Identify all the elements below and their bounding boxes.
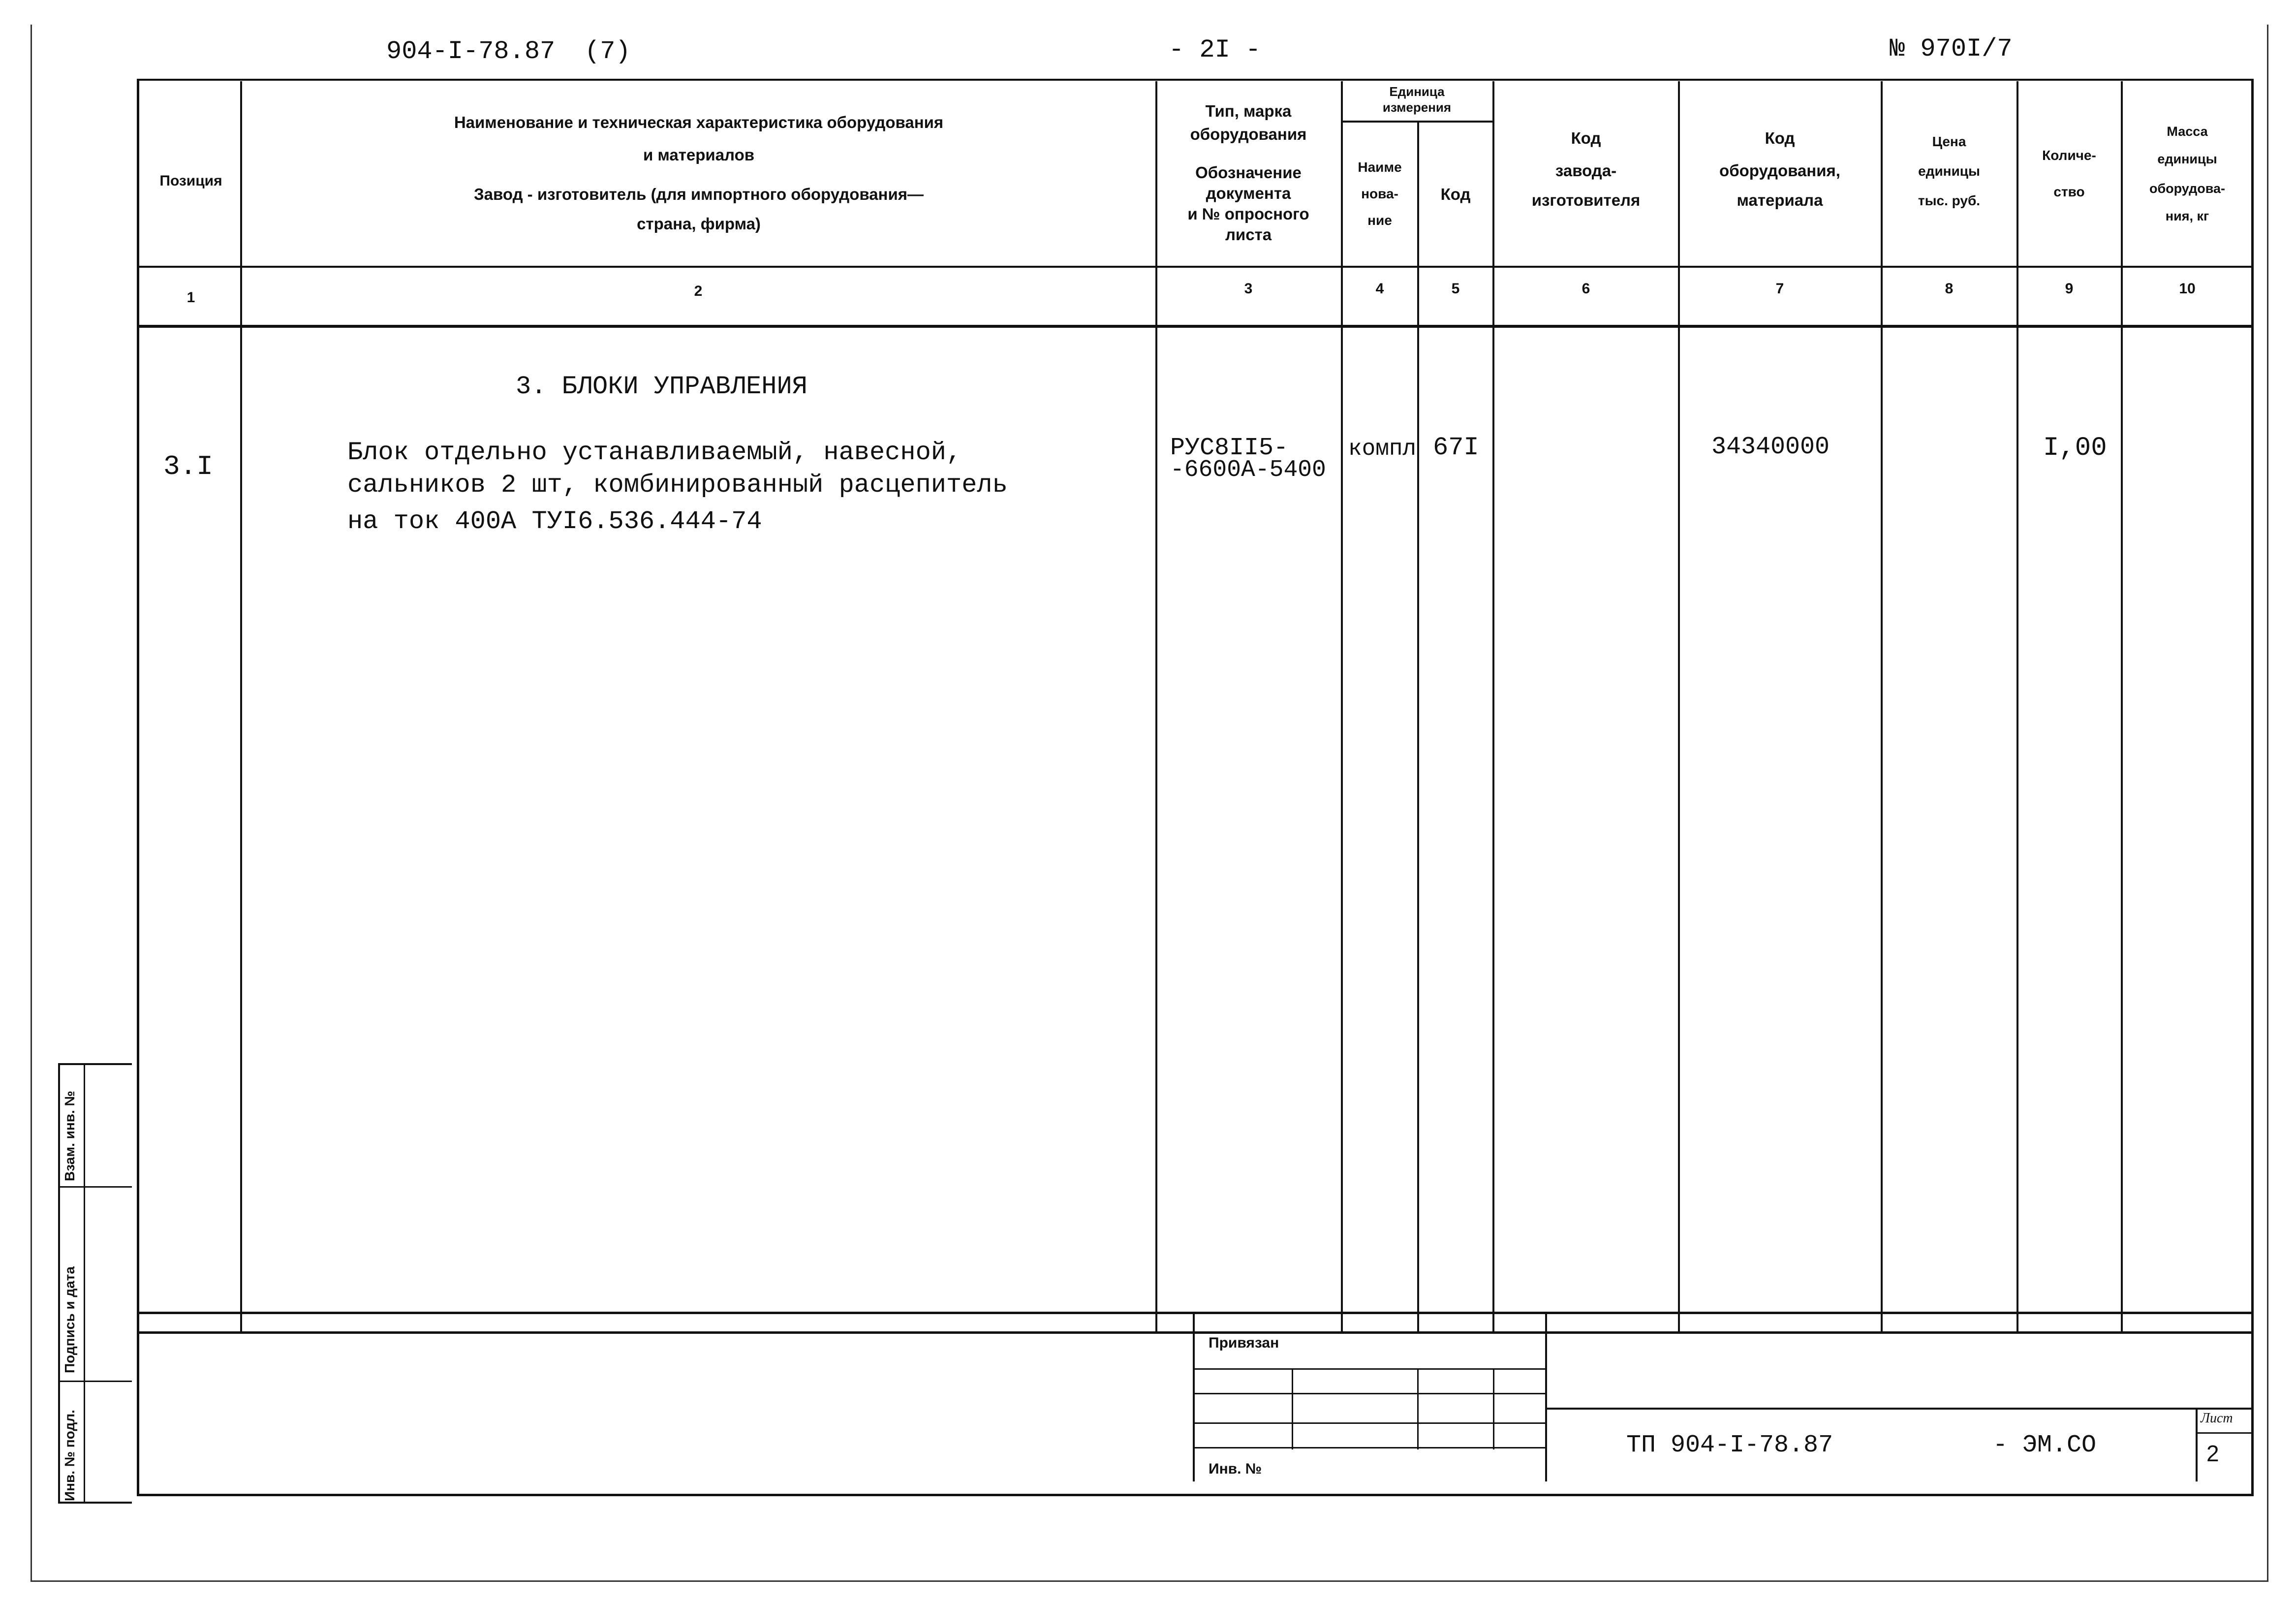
hdr-equip-line3: материала bbox=[1737, 191, 1823, 209]
row-type-line2: -6600А-5400 bbox=[1170, 457, 1326, 483]
row-unit-code: 67I bbox=[1433, 433, 1479, 462]
page-marker: - 2I - bbox=[1169, 35, 1261, 64]
row-desc-line2: сальников 2 шт, комбинированный расцепитель bbox=[347, 471, 1008, 500]
hdr-unitname-line2: нова- bbox=[1361, 186, 1398, 201]
header-bottom-line bbox=[139, 266, 2251, 268]
hdr-type-line5: и № опросного bbox=[1187, 205, 1309, 223]
stamp-sheet-line bbox=[2196, 1432, 2254, 1434]
col-divider-2 bbox=[1155, 81, 1157, 1331]
hdr-mass-line3: оборудова- bbox=[2149, 181, 2226, 196]
stamp-grid-vline-1 bbox=[1292, 1368, 1293, 1449]
hdr-name-line1: Наименование и техническая характеристика оборудования bbox=[454, 113, 944, 131]
col-divider-5 bbox=[1492, 81, 1494, 1331]
colnum-7: 7 bbox=[1775, 281, 1784, 297]
colnum-1: 1 bbox=[186, 289, 195, 306]
hdr-position: Позиция bbox=[159, 173, 222, 189]
hdr-price-line2: единицы bbox=[1918, 163, 1980, 179]
hdr-qty-line1: Количе- bbox=[2042, 148, 2096, 163]
row-position: 3.I bbox=[163, 451, 213, 482]
row-type-line1: РУС8II5- bbox=[1170, 434, 1289, 462]
hdr-type-line1: Тип, марка bbox=[1205, 102, 1292, 120]
side-label-original-inv: Инв. № подл. bbox=[62, 1410, 77, 1501]
hdr-type-line6: листа bbox=[1225, 225, 1272, 244]
stamp-inv-label: Инв. № bbox=[1209, 1461, 1262, 1477]
stamp-doc-code: ТП 904-I-78.87 bbox=[1626, 1431, 1833, 1459]
col-divider-8 bbox=[2017, 81, 2018, 1331]
stamp-attached-label: Привязан bbox=[1209, 1335, 1279, 1351]
row-equipment-code: 34340000 bbox=[1711, 433, 1830, 461]
stamp-sheet-label: Лист bbox=[2201, 1411, 2233, 1426]
stamp-left-border bbox=[1193, 1312, 1195, 1481]
stamp-mid-border bbox=[1545, 1312, 1547, 1481]
hdr-qty-line2: ство bbox=[2053, 184, 2085, 199]
hdr-mass-line4: ния, кг bbox=[2165, 209, 2209, 223]
hdr-price-line1: Цена bbox=[1932, 134, 1966, 149]
stamp-title-top-line bbox=[1547, 1408, 2254, 1410]
colnum-2: 2 bbox=[694, 283, 703, 299]
colnum-bottom-line bbox=[139, 325, 2251, 328]
hdr-mass-line2: единицы bbox=[2157, 152, 2217, 166]
row-desc-line1: Блок отдельно устанавливаемый, навесной, bbox=[347, 438, 962, 467]
col-divider-6 bbox=[1678, 81, 1680, 1331]
col-divider-7 bbox=[1881, 81, 1883, 1331]
hdr-equip-line1: Код bbox=[1765, 129, 1795, 147]
inv-number: № 970I/7 bbox=[1890, 34, 2013, 63]
hdr-unit-line2: измерения bbox=[1382, 100, 1452, 115]
hdr-name-line4: страна, фирма) bbox=[637, 215, 761, 233]
hdr-name-line3: Завод - изготовитель (для импортного оборудования— bbox=[473, 185, 924, 203]
hdr-type-line4: документа bbox=[1206, 184, 1291, 202]
colnum-3: 3 bbox=[1244, 281, 1253, 297]
top-doc-part: (7) bbox=[585, 37, 631, 66]
hdr-mfr-line1: Код bbox=[1571, 129, 1601, 147]
colnum-6: 6 bbox=[1582, 281, 1590, 297]
colnum-9: 9 bbox=[2065, 281, 2074, 297]
row-unit-name: компл bbox=[1348, 436, 1416, 462]
colnum-10: 10 bbox=[2179, 281, 2196, 297]
colnum-4: 4 bbox=[1375, 281, 1384, 297]
hdr-unitcode: Код bbox=[1440, 185, 1471, 203]
hdr-unit-line1: Единица bbox=[1389, 84, 1445, 99]
hdr-type-line3: Обозначение bbox=[1195, 163, 1302, 182]
hdr-mfr-line2: завода- bbox=[1555, 161, 1617, 180]
col-divider-4 bbox=[1417, 121, 1419, 1331]
stamp-grid-vline-3 bbox=[1493, 1368, 1494, 1449]
table-bottom-line bbox=[139, 1312, 2251, 1314]
row-quantity: I,00 bbox=[2043, 433, 2107, 463]
col-divider-9 bbox=[2121, 81, 2123, 1331]
hdr-equip-line2: оборудования, bbox=[1719, 161, 1840, 180]
hdr-unitname-line1: Наиме bbox=[1358, 159, 1402, 175]
col-divider-3 bbox=[1341, 81, 1343, 1331]
side-label-replacement: Взам. инв. № bbox=[62, 1091, 77, 1181]
hdr-price-line3: тыс. руб. bbox=[1918, 193, 1981, 208]
colnum-8: 8 bbox=[1945, 281, 1954, 297]
side-stamp-divider bbox=[84, 1063, 85, 1504]
side-label-signature: Подпись и дата bbox=[62, 1266, 77, 1373]
stamp-sheet-border bbox=[2196, 1408, 2198, 1481]
stamp-grid-vline-2 bbox=[1417, 1368, 1419, 1449]
stamp-doc-suffix: - ЭМ.СО bbox=[1993, 1431, 2097, 1459]
hdr-unitname-line3: ние bbox=[1367, 213, 1392, 228]
hdr-mfr-line3: изготовителя bbox=[1531, 191, 1641, 209]
col-divider-1 bbox=[240, 81, 242, 1331]
side-stamp-line-1 bbox=[58, 1186, 132, 1188]
colnum-5: 5 bbox=[1451, 281, 1460, 297]
side-stamp-line-2 bbox=[58, 1381, 132, 1382]
row-desc-line3: на ток 400А ТУI6.536.444-74 bbox=[347, 507, 762, 536]
stamp-top-line bbox=[139, 1331, 2251, 1334]
section-title: 3. БЛОКИ УПРАВЛЕНИЯ bbox=[516, 372, 807, 401]
hdr-type-line2: оборудования bbox=[1190, 125, 1307, 143]
hdr-mass-line1: Масса bbox=[2167, 124, 2208, 139]
hdr-name-line2: и материалов bbox=[643, 146, 755, 164]
unit-group-line bbox=[1341, 121, 1493, 123]
top-doc-code: 904-I-78.87 bbox=[386, 37, 556, 66]
stamp-sheet-number: 2 bbox=[2206, 1441, 2219, 1466]
